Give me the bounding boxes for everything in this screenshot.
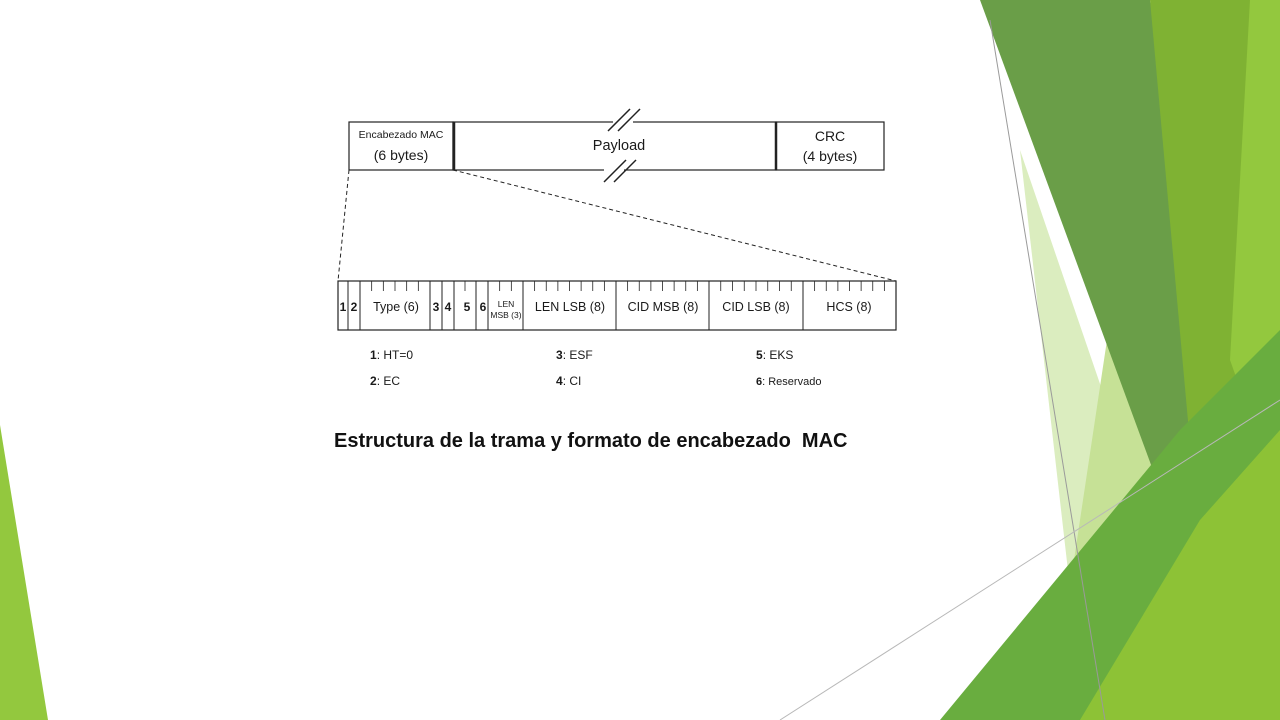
legend-item: 4: CI (556, 374, 582, 388)
field-len-msb-2: MSB (3) (490, 310, 522, 320)
crc-label-1: CRC (814, 128, 846, 144)
legend-item: 1: HT=0 (370, 348, 414, 362)
bit-ticks (372, 281, 885, 291)
field-6: 6 (479, 300, 487, 314)
legend-item: 5: EKS (756, 348, 794, 362)
field-len-msb-1: LEN (497, 299, 515, 309)
field-3: 3 (432, 300, 440, 314)
frame-structure (349, 109, 884, 182)
legend-item: 3: ESF (556, 348, 593, 362)
zoom-line-left (338, 170, 349, 281)
field-cid-lsb: CID LSB (8) (722, 300, 790, 314)
field-len-lsb: LEN LSB (8) (534, 300, 606, 314)
diagram-caption: Estructura de la trama y formato de encabezado MAC (334, 430, 848, 452)
field-legend (370, 348, 821, 388)
zoom-line-right (453, 170, 896, 281)
field-cid-msb: CID MSB (8) (627, 300, 699, 314)
legend-item: 2: EC (370, 374, 401, 388)
payload-label: Payload (592, 138, 646, 154)
field-hcs: HCS (8) (826, 300, 872, 314)
mac-header-label-1: Encabezado MAC (358, 129, 444, 141)
header-fields (338, 281, 896, 330)
legend-item: 6: Reservado (756, 376, 822, 388)
crc-label-2: (4 bytes) (802, 148, 858, 164)
field-4: 4 (444, 300, 452, 314)
field-type: Type (6) (373, 300, 419, 314)
field-1: 1 (339, 300, 347, 314)
header-fields-box (338, 281, 896, 330)
field-5: 5 (463, 300, 471, 314)
mac-header-label-2: (6 bytes) (373, 147, 429, 163)
field-2: 2 (350, 300, 358, 314)
